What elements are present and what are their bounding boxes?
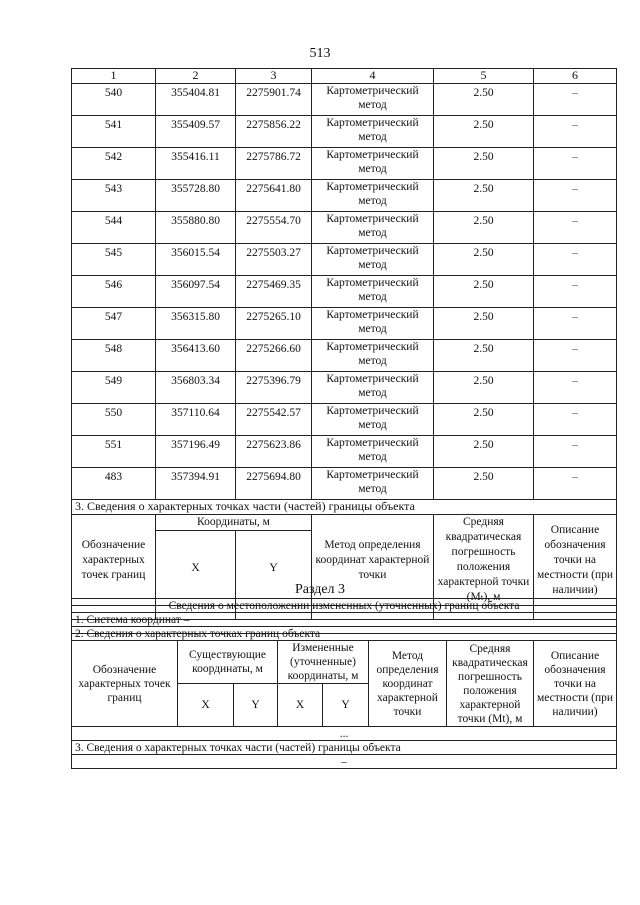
x-coordinate: 357394.91 — [156, 468, 236, 500]
column-number: 5 — [434, 69, 534, 84]
y-coordinate: 2275901.74 — [236, 84, 312, 116]
boundary-points-table — [71, 68, 617, 634]
x-coordinate: 355404.81 — [156, 84, 236, 116]
method-header: Метод определения координат характерной точки — [369, 641, 447, 727]
x-coordinate: 355728.80 — [156, 180, 236, 212]
section2-title: 2. Сведения о характерных точках границ объекта — [72, 627, 617, 641]
point-number: 550 — [72, 404, 156, 436]
y-header: Y — [323, 684, 369, 727]
y-coordinate: 2275542.57 — [236, 404, 312, 436]
y-coordinate: 2275786.72 — [236, 148, 312, 180]
table-row — [72, 436, 617, 468]
description-cell: – — [534, 84, 617, 116]
point-number: 551 — [72, 436, 156, 468]
coordinates-header: Координаты, м — [156, 515, 312, 531]
mt-value: 2.50 — [434, 116, 534, 148]
table-row — [72, 468, 617, 500]
page-number: 513 — [309, 46, 331, 61]
section3-title: 3. Сведения о характерных точках части (частей) границы объекта — [72, 500, 617, 515]
method-cell: Картометрический метод — [312, 84, 434, 116]
column-number: 4 — [312, 69, 434, 84]
mt-value: 2.50 — [434, 468, 534, 500]
dash-cell: – — [72, 755, 617, 769]
column-number-row — [72, 69, 617, 84]
section3-row — [72, 741, 617, 755]
y-coordinate: 2275266.60 — [236, 340, 312, 372]
x-coordinate: 355409.57 — [156, 116, 236, 148]
y-coordinate: 2275469.35 — [236, 276, 312, 308]
method-cell: Картометрический метод — [312, 468, 434, 500]
table-row — [72, 116, 617, 148]
x-coordinate: 356413.60 — [156, 340, 236, 372]
method-cell: Картометрический метод — [312, 148, 434, 180]
mt-value: 2.50 — [434, 84, 534, 116]
table-row — [72, 340, 617, 372]
x-coordinate: 357196.49 — [156, 436, 236, 468]
description-cell: – — [534, 436, 617, 468]
mt-value: 2.50 — [434, 372, 534, 404]
section2-row — [72, 627, 617, 641]
table-row — [72, 180, 617, 212]
method-cell: Картометрический метод — [312, 180, 434, 212]
description-cell: – — [534, 340, 617, 372]
method-cell: Картометрический метод — [312, 436, 434, 468]
mt-value: 2.50 — [434, 148, 534, 180]
y-coordinate: 2275623.86 — [236, 436, 312, 468]
mt-value: 2.50 — [434, 340, 534, 372]
table-row — [72, 372, 617, 404]
ellipsis-row — [72, 727, 617, 741]
y-header: Y — [236, 531, 312, 606]
y-coordinate: 2275554.70 — [236, 212, 312, 244]
header-row — [72, 515, 617, 531]
mt-value: 2.50 — [434, 244, 534, 276]
x-coordinate: 355880.80 — [156, 212, 236, 244]
x-coordinate: 356015.54 — [156, 244, 236, 276]
description-cell: – — [534, 468, 617, 500]
x-coordinate: 355416.11 — [156, 148, 236, 180]
description-cell: – — [534, 212, 617, 244]
y-header: Y — [234, 684, 278, 727]
description-cell: – — [534, 244, 617, 276]
y-coordinate: 2275641.80 — [236, 180, 312, 212]
column-number: 3 — [236, 69, 312, 84]
header-row — [72, 641, 617, 684]
existing-coords-header: Существующие координаты, м — [178, 641, 278, 684]
point-number: 545 — [72, 244, 156, 276]
y-coordinate: 2275694.80 — [236, 468, 312, 500]
table-row — [72, 308, 617, 340]
description-cell: – — [534, 372, 617, 404]
table-row — [72, 244, 617, 276]
mt-value: 2.50 — [434, 212, 534, 244]
x-coordinate: 356803.34 — [156, 372, 236, 404]
column-number: 6 — [534, 69, 617, 84]
x-coordinate: 356315.80 — [156, 308, 236, 340]
mt-value: 2.50 — [434, 180, 534, 212]
point-number: 549 — [72, 372, 156, 404]
section-heading: Раздел 3 — [294, 582, 346, 597]
x-header: X — [178, 684, 234, 727]
table-row — [72, 84, 617, 116]
point-number: 548 — [72, 340, 156, 372]
coord-system: 1. Система координат – — [72, 613, 617, 627]
table-row — [72, 148, 617, 180]
y-coordinate: 2275265.10 — [236, 308, 312, 340]
point-number: 542 — [72, 148, 156, 180]
point-number: 547 — [72, 308, 156, 340]
column-number: 1 — [72, 69, 156, 84]
description-cell: – — [534, 404, 617, 436]
description-header: Описание обозначения точки на местности (при наличии) — [534, 515, 617, 606]
table-row — [72, 404, 617, 436]
mt-header: Средняя квадратическая погрешность положения характерной точки (Mt), м — [447, 641, 534, 727]
mt-value: 2.50 — [434, 308, 534, 340]
mt-value: 2.50 — [434, 276, 534, 308]
point-number: 546 — [72, 276, 156, 308]
method-cell: Картометрический метод — [312, 340, 434, 372]
description-cell: – — [534, 180, 617, 212]
description-cell: – — [534, 148, 617, 180]
section3-title: 3. Сведения о характерных точках части (частей) границы объекта — [72, 741, 617, 755]
designation-header: Обозначение характерных точек границ — [72, 641, 178, 727]
description-header: Описание обозначения точки на местности (при наличии) — [534, 641, 617, 727]
ellipsis-cell: ... — [72, 727, 617, 741]
method-cell: Картометрический метод — [312, 404, 434, 436]
method-cell: Картометрический метод — [312, 116, 434, 148]
method-header: Метод определения координат характерной точки — [312, 515, 434, 606]
description-cell: – — [534, 308, 617, 340]
y-coordinate: 2275396.79 — [236, 372, 312, 404]
point-number: 543 — [72, 180, 156, 212]
x-header: X — [156, 531, 236, 606]
coord-system-row — [72, 613, 617, 627]
mt-value: 2.50 — [434, 436, 534, 468]
title-row — [72, 599, 617, 613]
x-coordinate: 356097.54 — [156, 276, 236, 308]
method-cell: Картометрический метод — [312, 244, 434, 276]
table-title: Сведения о местоположении измененных (уточненных) границ объекта — [72, 599, 617, 613]
y-coordinate: 2275856.22 — [236, 116, 312, 148]
column-number: 2 — [156, 69, 236, 84]
designation-header: Обозначение характерных точек границ — [72, 515, 156, 606]
description-cell: – — [534, 276, 617, 308]
description-cell: – — [534, 116, 617, 148]
y-coordinate: 2275503.27 — [236, 244, 312, 276]
point-number: 483 — [72, 468, 156, 500]
table-row — [72, 276, 617, 308]
method-cell: Картометрический метод — [312, 276, 434, 308]
method-cell: Картометрический метод — [312, 372, 434, 404]
x-header: X — [278, 684, 323, 727]
point-number: 541 — [72, 116, 156, 148]
section3-row — [72, 500, 617, 515]
changed-coords-header: Измененные (уточненные) координаты, м — [278, 641, 369, 684]
method-cell: Картометрический метод — [312, 308, 434, 340]
table-row — [72, 212, 617, 244]
point-number: 540 — [72, 84, 156, 116]
changed-boundaries-table — [71, 598, 617, 769]
dash-row — [72, 755, 617, 769]
mt-value: 2.50 — [434, 404, 534, 436]
dash-cell: – — [72, 620, 617, 634]
x-coordinate: 357110.64 — [156, 404, 236, 436]
point-number: 544 — [72, 212, 156, 244]
method-cell: Картометрический метод — [312, 212, 434, 244]
mt-header: Средняя квадратическая погрешность положения характерной точки (Mₜ), м — [434, 515, 534, 606]
